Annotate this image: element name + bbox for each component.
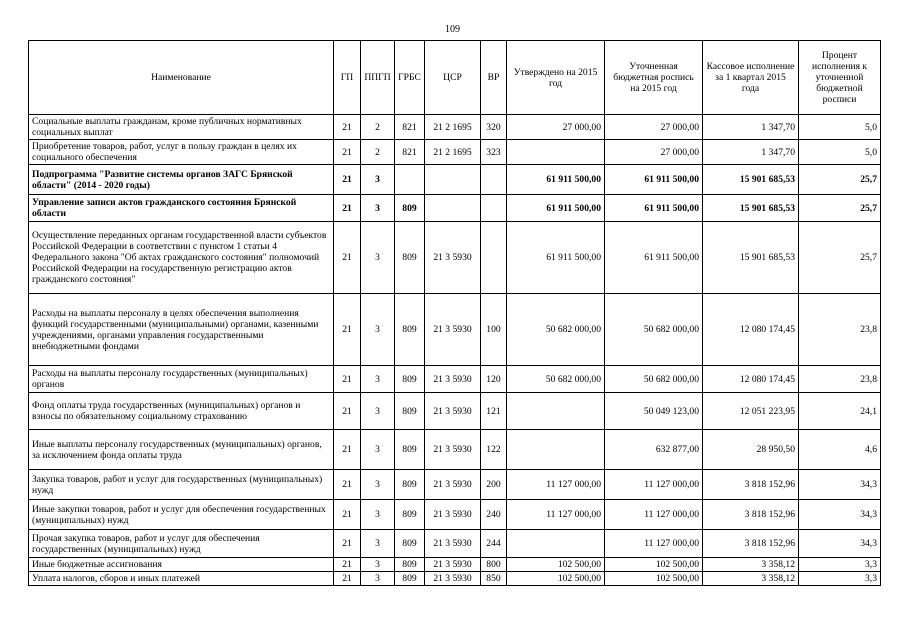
cell-percent: 34,3 — [799, 530, 881, 558]
cell-vr: 121 — [481, 393, 507, 430]
cell-ppgp: 3 — [361, 366, 395, 393]
cell-grbs: 809 — [395, 572, 425, 586]
cell-name: Осуществление переданных органам государственной власти субъектов Российской Федерации в соответствии с пунктом 1 статьи 4 Федерального закона "Об актах гражданского состояния" полномочий Российской Федерации на государственную регистрацию актов гражданского состояния" — [29, 222, 334, 294]
table-row — [29, 366, 881, 393]
cell-name: Прочая закупка товаров, работ и услуг для обеспечения государственных (муниципальных) нужд — [29, 530, 334, 558]
cell-ppgp: 3 — [361, 195, 395, 222]
cell-approved: 102 500,00 — [507, 558, 605, 572]
cell-ppgp: 3 — [361, 393, 395, 430]
cell-grbs: 809 — [395, 530, 425, 558]
cell-refined: 61 911 500,00 — [605, 222, 703, 294]
header-cash: Кассовое исполнение за 1 квартал 2015 года — [703, 41, 799, 115]
cell-grbs: 809 — [395, 222, 425, 294]
cell-percent: 5,0 — [799, 115, 881, 140]
cell-csr: 21 3 5930 — [425, 470, 481, 500]
cell-gp: 21 — [334, 393, 361, 430]
cell-ppgp: 3 — [361, 294, 395, 366]
cell-approved — [507, 430, 605, 470]
cell-percent: 25,7 — [799, 195, 881, 222]
cell-percent: 5,0 — [799, 140, 881, 165]
cell-name: Иные выплаты персоналу государственных (муниципальных) органов, за исключением фонда оплаты труда — [29, 430, 334, 470]
cell-refined: 50 049 123,00 — [605, 393, 703, 430]
cell-gp: 21 — [334, 115, 361, 140]
table-row — [29, 165, 881, 195]
table-row — [29, 294, 881, 366]
cell-approved: 27 000,00 — [507, 115, 605, 140]
cell-csr: 21 3 5930 — [425, 558, 481, 572]
cell-refined: 27 000,00 — [605, 140, 703, 165]
header-vr: ВР — [481, 41, 507, 115]
cell-cash: 1 347,70 — [703, 140, 799, 165]
cell-cash: 15 901 685,53 — [703, 195, 799, 222]
cell-csr: 21 2 1695 — [425, 140, 481, 165]
cell-csr: 21 3 5930 — [425, 430, 481, 470]
header-csr: ЦСР — [425, 41, 481, 115]
cell-approved — [507, 140, 605, 165]
header-refined: Уточненная бюджетная роспись на 2015 год — [605, 41, 703, 115]
table-row — [29, 572, 881, 586]
cell-name: Управление записи актов гражданского состояния Брянской области — [29, 195, 334, 222]
cell-refined: 11 127 000,00 — [605, 500, 703, 530]
cell-ppgp: 3 — [361, 558, 395, 572]
cell-grbs: 809 — [395, 294, 425, 366]
cell-grbs: 809 — [395, 366, 425, 393]
table-row — [29, 500, 881, 530]
cell-name: Фонд оплаты труда государственных (муниципальных) органов и взносы по обязательному социальному страхованию — [29, 393, 334, 430]
cell-name: Расходы на выплаты персоналу государственных (муниципальных) органов — [29, 366, 334, 393]
cell-gp: 21 — [334, 572, 361, 586]
cell-ppgp: 3 — [361, 222, 395, 294]
cell-gp: 21 — [334, 470, 361, 500]
header-gp: ГП — [334, 41, 361, 115]
cell-gp: 21 — [334, 500, 361, 530]
cell-ppgp: 3 — [361, 530, 395, 558]
cell-percent: 23,8 — [799, 366, 881, 393]
cell-refined: 50 682 000,00 — [605, 294, 703, 366]
cell-vr: 100 — [481, 294, 507, 366]
cell-gp: 21 — [334, 165, 361, 195]
cell-ppgp: 3 — [361, 572, 395, 586]
cell-cash: 12 080 174,45 — [703, 294, 799, 366]
cell-vr: 200 — [481, 470, 507, 500]
header-ppgp: ППГП — [361, 41, 395, 115]
cell-ppgp: 3 — [361, 470, 395, 500]
cell-percent: 34,3 — [799, 500, 881, 530]
cell-csr — [425, 165, 481, 195]
cell-grbs: 809 — [395, 430, 425, 470]
cell-csr: 21 3 5930 — [425, 294, 481, 366]
cell-csr: 21 3 5930 — [425, 500, 481, 530]
cell-grbs: 809 — [395, 393, 425, 430]
cell-cash: 15 901 685,53 — [703, 165, 799, 195]
table-row — [29, 115, 881, 140]
cell-cash: 1 347,70 — [703, 115, 799, 140]
budget-table — [28, 40, 881, 586]
cell-gp: 21 — [334, 366, 361, 393]
cell-csr: 21 3 5930 — [425, 530, 481, 558]
table-row — [29, 558, 881, 572]
table-row — [29, 530, 881, 558]
cell-vr: 120 — [481, 366, 507, 393]
cell-csr: 21 3 5930 — [425, 572, 481, 586]
cell-cash: 3 818 152,96 — [703, 470, 799, 500]
cell-gp: 21 — [334, 530, 361, 558]
cell-ppgp: 2 — [361, 115, 395, 140]
cell-vr: 800 — [481, 558, 507, 572]
page-number: 109 — [445, 24, 460, 35]
cell-name: Иные закупки товаров, работ и услуг для обеспечения государственных (муниципальных) нужд — [29, 500, 334, 530]
cell-vr — [481, 222, 507, 294]
cell-percent: 25,7 — [799, 222, 881, 294]
cell-gp: 21 — [334, 195, 361, 222]
cell-cash: 3 818 152,96 — [703, 530, 799, 558]
cell-name: Социальные выплаты гражданам, кроме публичных нормативных социальных выплат — [29, 115, 334, 140]
cell-approved: 61 911 500,00 — [507, 222, 605, 294]
table-row — [29, 393, 881, 430]
cell-ppgp: 3 — [361, 500, 395, 530]
cell-approved: 50 682 000,00 — [507, 294, 605, 366]
table-row — [29, 430, 881, 470]
cell-gp: 21 — [334, 294, 361, 366]
cell-approved: 61 911 500,00 — [507, 165, 605, 195]
cell-vr: 323 — [481, 140, 507, 165]
cell-approved: 11 127 000,00 — [507, 500, 605, 530]
cell-vr: 122 — [481, 430, 507, 470]
cell-cash: 12 080 174,45 — [703, 366, 799, 393]
cell-vr: 850 — [481, 572, 507, 586]
cell-csr — [425, 195, 481, 222]
cell-gp: 21 — [334, 558, 361, 572]
cell-cash: 3 358,12 — [703, 558, 799, 572]
cell-refined: 61 911 500,00 — [605, 165, 703, 195]
cell-vr: 240 — [481, 500, 507, 530]
cell-refined: 102 500,00 — [605, 558, 703, 572]
cell-ppgp: 3 — [361, 430, 395, 470]
cell-grbs: 809 — [395, 558, 425, 572]
cell-vr: 320 — [481, 115, 507, 140]
cell-approved — [507, 530, 605, 558]
cell-name: Иные бюджетные ассигнования — [29, 558, 334, 572]
cell-percent: 25,7 — [799, 165, 881, 195]
cell-approved — [507, 393, 605, 430]
cell-refined: 11 127 000,00 — [605, 530, 703, 558]
cell-refined: 50 682 000,00 — [605, 366, 703, 393]
cell-name: Расходы на выплаты персоналу в целях обеспечения выполнения функций государственными (муниципальными) органами, казенными учреждениями, органами управления государственными внебюджетными фондами — [29, 294, 334, 366]
cell-approved: 102 500,00 — [507, 572, 605, 586]
cell-percent: 24,1 — [799, 393, 881, 430]
table-row — [29, 470, 881, 500]
cell-grbs: 809 — [395, 195, 425, 222]
header-approved: Утверждено на 2015 год — [507, 41, 605, 115]
cell-ppgp: 2 — [361, 140, 395, 165]
cell-percent: 3,3 — [799, 572, 881, 586]
cell-csr: 21 3 5930 — [425, 393, 481, 430]
cell-vr — [481, 195, 507, 222]
cell-vr: 244 — [481, 530, 507, 558]
cell-csr: 21 3 5930 — [425, 222, 481, 294]
cell-grbs — [395, 165, 425, 195]
cell-percent: 4,6 — [799, 430, 881, 470]
cell-grbs: 821 — [395, 140, 425, 165]
cell-refined: 11 127 000,00 — [605, 470, 703, 500]
cell-cash: 28 950,50 — [703, 430, 799, 470]
header-grbs: ГРБС — [395, 41, 425, 115]
cell-cash: 3 818 152,96 — [703, 500, 799, 530]
cell-approved: 61 911 500,00 — [507, 195, 605, 222]
cell-grbs: 821 — [395, 115, 425, 140]
cell-cash: 12 051 223,95 — [703, 393, 799, 430]
cell-refined: 61 911 500,00 — [605, 195, 703, 222]
cell-ppgp: 3 — [361, 165, 395, 195]
table-body — [29, 115, 881, 586]
cell-gp: 21 — [334, 222, 361, 294]
cell-name: Закупка товаров, работ и услуг для государственных (муниципальных) нужд — [29, 470, 334, 500]
cell-refined: 27 000,00 — [605, 115, 703, 140]
cell-percent: 3,3 — [799, 558, 881, 572]
cell-cash: 15 901 685,53 — [703, 222, 799, 294]
header-percent: Процент исполнения к уточненной бюджетной росписи — [799, 41, 881, 115]
cell-refined: 632 877,00 — [605, 430, 703, 470]
cell-grbs: 809 — [395, 470, 425, 500]
header-name: Наименование — [29, 41, 334, 115]
cell-percent: 34,3 — [799, 470, 881, 500]
cell-name: Подпрограмма "Развитие системы органов ЗАГС Брянской области" (2014 - 2020 годы) — [29, 165, 334, 195]
header-row — [29, 41, 881, 115]
cell-approved: 11 127 000,00 — [507, 470, 605, 500]
table-row — [29, 195, 881, 222]
cell-grbs: 809 — [395, 500, 425, 530]
cell-csr: 21 3 5930 — [425, 366, 481, 393]
cell-csr: 21 2 1695 — [425, 115, 481, 140]
cell-name: Уплата налогов, сборов и иных платежей — [29, 572, 334, 586]
table-row — [29, 222, 881, 294]
cell-gp: 21 — [334, 140, 361, 165]
cell-approved: 50 682 000,00 — [507, 366, 605, 393]
cell-refined: 102 500,00 — [605, 572, 703, 586]
cell-gp: 21 — [334, 430, 361, 470]
table-row — [29, 140, 881, 165]
cell-vr — [481, 165, 507, 195]
cell-percent: 23,8 — [799, 294, 881, 366]
cell-cash: 3 358,12 — [703, 572, 799, 586]
cell-name: Приобретение товаров, работ, услуг в пользу граждан в целях их социального обеспечения — [29, 140, 334, 165]
